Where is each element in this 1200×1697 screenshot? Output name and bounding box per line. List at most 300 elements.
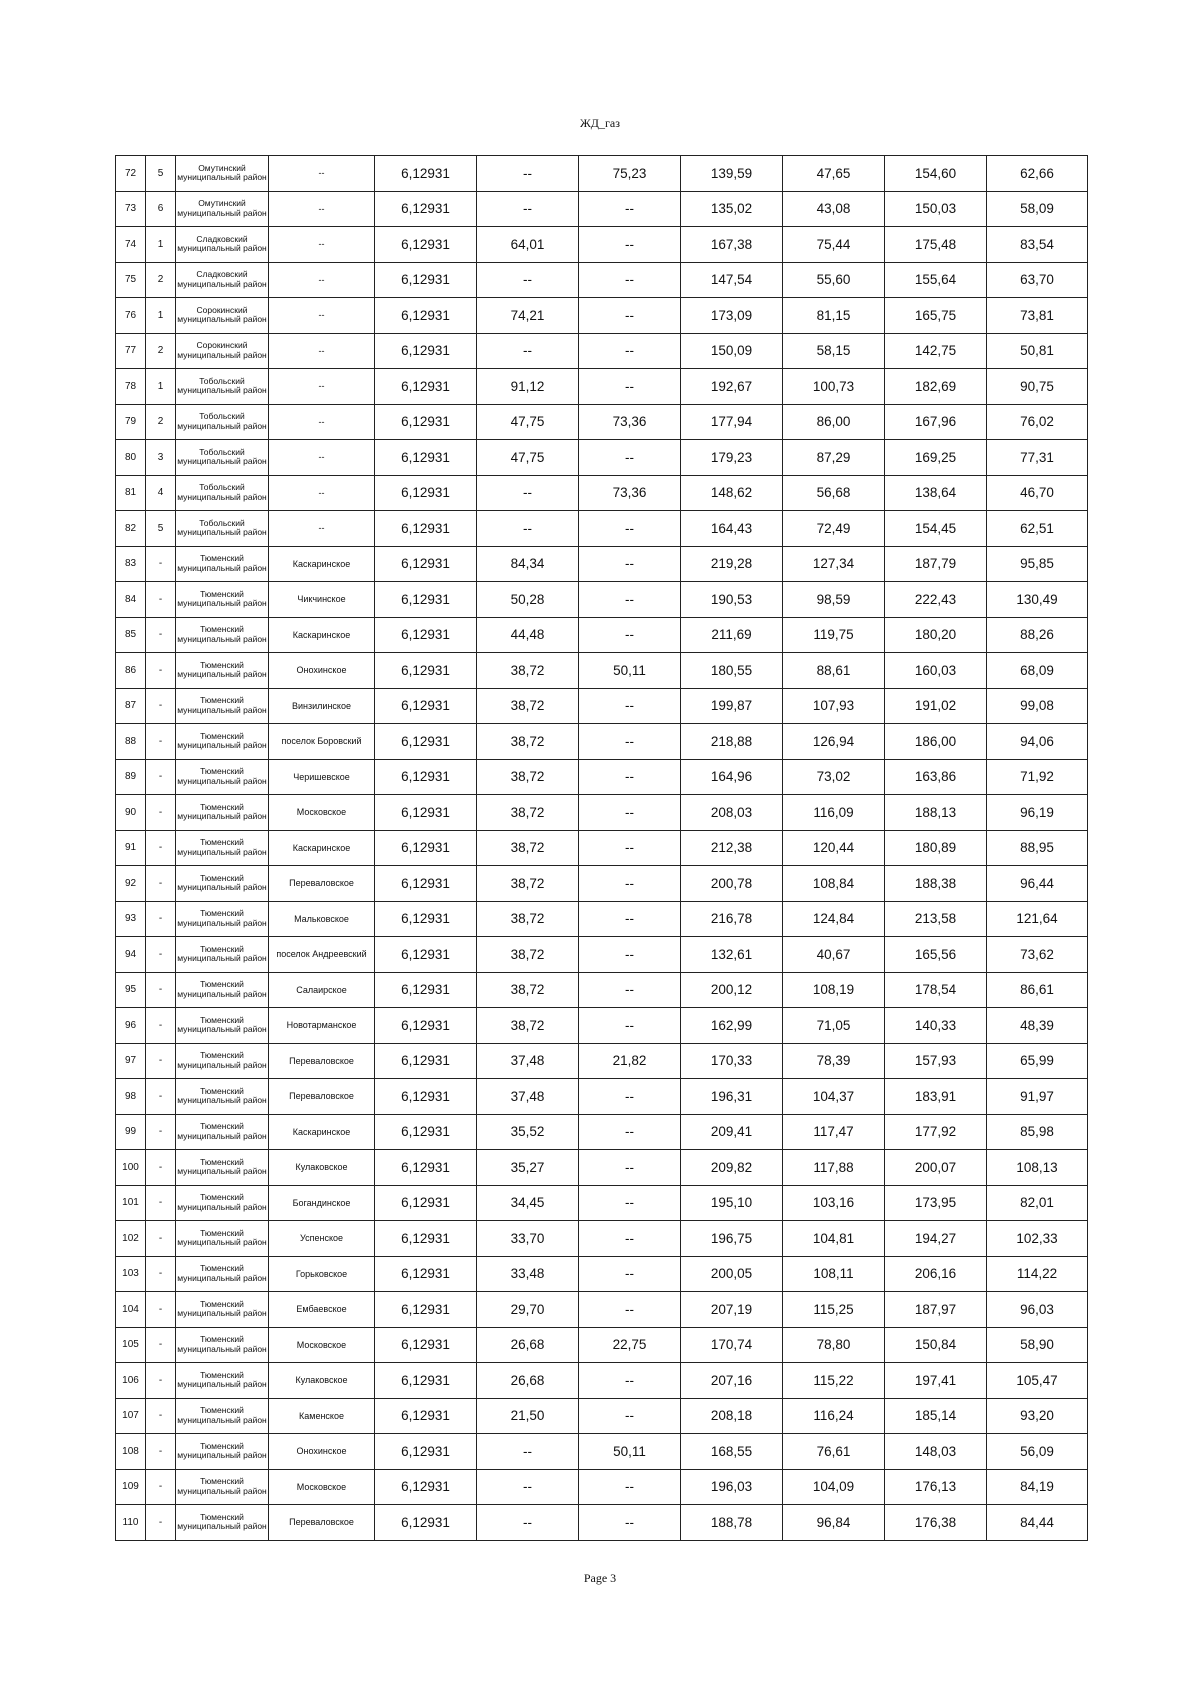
settlement-cell: Московское [269,795,375,831]
value-cell: 6,12931 [375,582,477,618]
value-cell: 35,27 [477,1150,579,1186]
row-number-cell: 107 [116,1398,146,1434]
value-cell: 148,62 [681,475,783,511]
value-cell: 58,09 [987,191,1088,227]
district-cell: Тюменский муниципальный район [176,1256,269,1292]
value-cell: -- [579,1505,681,1541]
district-cell: Тюменский муниципальный район [176,1221,269,1257]
value-cell: 50,11 [579,1434,681,1470]
value-cell: 179,23 [681,440,783,476]
value-cell: 104,37 [783,1079,885,1115]
settlement-cell: -- [269,440,375,476]
value-cell: 170,33 [681,1043,783,1079]
value-cell: 180,20 [885,617,987,653]
value-cell: 6,12931 [375,1292,477,1328]
sub-number-cell: - [146,901,176,937]
value-cell: 165,75 [885,298,987,334]
table-row [116,1150,1088,1186]
value-cell: -- [477,1434,579,1470]
value-cell: 6,12931 [375,1150,477,1186]
row-number-cell: 81 [116,475,146,511]
value-cell: -- [579,1469,681,1505]
value-cell: 84,34 [477,546,579,582]
value-cell: 33,48 [477,1256,579,1292]
value-cell: 104,81 [783,1221,885,1257]
data-table [115,155,1088,1541]
table-row [116,369,1088,405]
value-cell: 186,00 [885,724,987,760]
value-cell: 177,94 [681,404,783,440]
row-number-cell: 82 [116,511,146,547]
value-cell: 6,12931 [375,298,477,334]
settlement-cell: Онохинское [269,653,375,689]
value-cell: 6,12931 [375,1079,477,1115]
value-cell: 190,53 [681,582,783,618]
value-cell: 26,68 [477,1363,579,1399]
value-cell: -- [579,369,681,405]
value-cell: 6,12931 [375,1327,477,1363]
value-cell: 88,61 [783,653,885,689]
value-cell: 22,75 [579,1327,681,1363]
value-cell: 40,67 [783,937,885,973]
row-number-cell: 95 [116,972,146,1008]
table-row [116,688,1088,724]
district-cell: Сорокинский муниципальный район [176,298,269,334]
table-row [116,1043,1088,1079]
value-cell: 180,89 [885,830,987,866]
settlement-cell: Мальковское [269,901,375,937]
value-cell: -- [579,795,681,831]
settlement-cell: Переваловское [269,1505,375,1541]
sub-number-cell: - [146,1505,176,1541]
value-cell: -- [579,617,681,653]
value-cell: 95,85 [987,546,1088,582]
value-cell: 63,70 [987,262,1088,298]
value-cell: 169,25 [885,440,987,476]
sub-number-cell: 1 [146,227,176,263]
row-number-cell: 94 [116,937,146,973]
value-cell: 71,05 [783,1008,885,1044]
value-cell: 195,10 [681,1185,783,1221]
value-cell: 117,47 [783,1114,885,1150]
sub-number-cell: - [146,937,176,973]
value-cell: -- [579,191,681,227]
district-cell: Тюменский муниципальный район [176,688,269,724]
value-cell: 47,75 [477,404,579,440]
value-cell: 222,43 [885,582,987,618]
value-cell: 188,13 [885,795,987,831]
value-cell: 77,31 [987,440,1088,476]
value-cell: 200,12 [681,972,783,1008]
sub-number-cell: - [146,582,176,618]
value-cell: -- [477,1469,579,1505]
value-cell: 38,72 [477,901,579,937]
settlement-cell: Кулаковское [269,1150,375,1186]
value-cell: 176,38 [885,1505,987,1541]
value-cell: 50,81 [987,333,1088,369]
value-cell: 38,72 [477,759,579,795]
sub-number-cell: 5 [146,511,176,547]
table-row [116,1398,1088,1434]
row-number-cell: 79 [116,404,146,440]
value-cell: 219,28 [681,546,783,582]
table-row [116,156,1088,192]
sub-number-cell: - [146,1434,176,1470]
value-cell: 100,73 [783,369,885,405]
value-cell: 34,45 [477,1185,579,1221]
district-cell: Омутинский муниципальный район [176,191,269,227]
value-cell: -- [579,1292,681,1328]
value-cell: 6,12931 [375,795,477,831]
table-row [116,724,1088,760]
table-row [116,582,1088,618]
row-number-cell: 91 [116,830,146,866]
settlement-cell: -- [269,191,375,227]
value-cell: 150,09 [681,333,783,369]
district-cell: Тюменский муниципальный район [176,901,269,937]
value-cell: 170,74 [681,1327,783,1363]
value-cell: 94,06 [987,724,1088,760]
district-cell: Тобольский муниципальный район [176,404,269,440]
value-cell: 127,34 [783,546,885,582]
value-cell: 75,23 [579,156,681,192]
sub-number-cell: - [146,1221,176,1257]
value-cell: -- [579,759,681,795]
value-cell: -- [579,1114,681,1150]
value-cell: 38,72 [477,830,579,866]
row-number-cell: 96 [116,1008,146,1044]
row-number-cell: 78 [116,369,146,405]
settlement-cell: Каскаринское [269,617,375,653]
value-cell: 191,02 [885,688,987,724]
district-cell: Тюменский муниципальный район [176,546,269,582]
value-cell: -- [579,937,681,973]
value-cell: 91,12 [477,369,579,405]
row-number-cell: 110 [116,1505,146,1541]
value-cell: 62,51 [987,511,1088,547]
sub-number-cell: - [146,1008,176,1044]
value-cell: 6,12931 [375,1256,477,1292]
value-cell: 132,61 [681,937,783,973]
value-cell: 173,95 [885,1185,987,1221]
settlement-cell: -- [269,298,375,334]
settlement-cell: Каменское [269,1398,375,1434]
value-cell: 165,56 [885,937,987,973]
value-cell: 167,38 [681,227,783,263]
row-number-cell: 86 [116,653,146,689]
value-cell: 208,18 [681,1398,783,1434]
value-cell: 199,87 [681,688,783,724]
sub-number-cell: - [146,653,176,689]
value-cell: 114,22 [987,1256,1088,1292]
sub-number-cell: - [146,1185,176,1221]
row-number-cell: 106 [116,1363,146,1399]
sub-number-cell: 5 [146,156,176,192]
value-cell: 177,92 [885,1114,987,1150]
row-number-cell: 105 [116,1327,146,1363]
value-cell: 99,08 [987,688,1088,724]
value-cell: 96,03 [987,1292,1088,1328]
value-cell: -- [477,333,579,369]
value-cell: -- [579,511,681,547]
value-cell: 96,44 [987,866,1088,902]
table-row [116,1256,1088,1292]
district-cell: Тюменский муниципальный район [176,582,269,618]
sub-number-cell: - [146,759,176,795]
value-cell: -- [579,830,681,866]
table-row [116,1434,1088,1470]
row-number-cell: 100 [116,1150,146,1186]
value-cell: 200,05 [681,1256,783,1292]
settlement-cell: Переваловское [269,1079,375,1115]
value-cell: 6,12931 [375,1505,477,1541]
value-cell: 107,93 [783,688,885,724]
value-cell: 64,01 [477,227,579,263]
sub-number-cell: - [146,795,176,831]
value-cell: 207,16 [681,1363,783,1399]
value-cell: 150,84 [885,1327,987,1363]
value-cell: 38,72 [477,1008,579,1044]
table-row [116,972,1088,1008]
value-cell: 142,75 [885,333,987,369]
sub-number-cell: - [146,830,176,866]
sub-number-cell: 3 [146,440,176,476]
value-cell: 6,12931 [375,227,477,263]
value-cell: 135,02 [681,191,783,227]
value-cell: 91,97 [987,1079,1088,1115]
value-cell: -- [579,1008,681,1044]
value-cell: 35,52 [477,1114,579,1150]
value-cell: 155,64 [885,262,987,298]
sub-number-cell: 1 [146,369,176,405]
row-number-cell: 77 [116,333,146,369]
value-cell: 154,45 [885,511,987,547]
row-number-cell: 93 [116,901,146,937]
value-cell: 147,54 [681,262,783,298]
sub-number-cell: - [146,1327,176,1363]
table-row [116,830,1088,866]
sub-number-cell: 1 [146,298,176,334]
district-cell: Сладковский муниципальный район [176,262,269,298]
value-cell: 86,61 [987,972,1088,1008]
value-cell: 43,08 [783,191,885,227]
table-body [116,156,1088,1541]
value-cell: 96,19 [987,795,1088,831]
settlement-cell: Кулаковское [269,1363,375,1399]
value-cell: 6,12931 [375,333,477,369]
table-row [116,227,1088,263]
table-row [116,795,1088,831]
row-number-cell: 83 [116,546,146,582]
district-cell: Тюменский муниципальный район [176,1292,269,1328]
table-row [116,262,1088,298]
table-row [116,1327,1088,1363]
district-cell: Тюменский муниципальный район [176,1398,269,1434]
row-number-cell: 88 [116,724,146,760]
settlement-cell: Успенское [269,1221,375,1257]
value-cell: 47,75 [477,440,579,476]
value-cell: 6,12931 [375,511,477,547]
table-row [116,1114,1088,1150]
value-cell: 167,96 [885,404,987,440]
page-footer: Page 3 [583,1571,617,1585]
settlement-cell: Московское [269,1469,375,1505]
value-cell: 188,78 [681,1505,783,1541]
settlement-cell: Салаирское [269,972,375,1008]
settlement-cell: Онохинское [269,1434,375,1470]
value-cell: 108,11 [783,1256,885,1292]
value-cell: 73,36 [579,404,681,440]
value-cell: 96,84 [783,1505,885,1541]
value-cell: 88,26 [987,617,1088,653]
table-row [116,1079,1088,1115]
district-cell: Тобольский муниципальный район [176,440,269,476]
sub-number-cell: 4 [146,475,176,511]
value-cell: 37,48 [477,1079,579,1115]
value-cell: 50,11 [579,653,681,689]
value-cell: 73,02 [783,759,885,795]
value-cell: -- [579,333,681,369]
value-cell: 65,99 [987,1043,1088,1079]
district-cell: Тюменский муниципальный район [176,1114,269,1150]
value-cell: 108,84 [783,866,885,902]
value-cell: 6,12931 [375,1185,477,1221]
value-cell: 84,19 [987,1469,1088,1505]
sub-number-cell: - [146,1114,176,1150]
sub-number-cell: - [146,972,176,1008]
value-cell: 117,88 [783,1150,885,1186]
value-cell: 50,28 [477,582,579,618]
value-cell: 140,33 [885,1008,987,1044]
sub-number-cell: 2 [146,262,176,298]
table-row [116,866,1088,902]
value-cell: -- [477,156,579,192]
row-number-cell: 73 [116,191,146,227]
value-cell: 175,48 [885,227,987,263]
value-cell: -- [579,1398,681,1434]
district-cell: Тюменский муниципальный район [176,937,269,973]
value-cell: -- [579,546,681,582]
value-cell: 38,72 [477,795,579,831]
value-cell: 6,12931 [375,475,477,511]
table-row [116,511,1088,547]
value-cell: 6,12931 [375,546,477,582]
value-cell: 196,75 [681,1221,783,1257]
value-cell: 88,95 [987,830,1088,866]
value-cell: 108,13 [987,1150,1088,1186]
value-cell: 209,41 [681,1114,783,1150]
value-cell: 6,12931 [375,156,477,192]
value-cell: 93,20 [987,1398,1088,1434]
value-cell: 26,68 [477,1327,579,1363]
value-cell: 46,70 [987,475,1088,511]
row-number-cell: 109 [116,1469,146,1505]
value-cell: 78,80 [783,1327,885,1363]
district-cell: Тюменский муниципальный район [176,1043,269,1079]
value-cell: 62,66 [987,156,1088,192]
row-number-cell: 85 [116,617,146,653]
value-cell: 73,81 [987,298,1088,334]
value-cell: 213,58 [885,901,987,937]
value-cell: 38,72 [477,653,579,689]
value-cell: -- [579,1185,681,1221]
value-cell: 188,38 [885,866,987,902]
district-cell: Тюменский муниципальный район [176,617,269,653]
value-cell: 6,12931 [375,1008,477,1044]
sub-number-cell: - [146,688,176,724]
value-cell: 98,59 [783,582,885,618]
district-cell: Тюменский муниципальный район [176,866,269,902]
district-cell: Тюменский муниципальный район [176,1008,269,1044]
row-number-cell: 102 [116,1221,146,1257]
value-cell: 6,12931 [375,1398,477,1434]
value-cell: 55,60 [783,262,885,298]
value-cell: 6,12931 [375,1363,477,1399]
district-cell: Тобольский муниципальный район [176,369,269,405]
value-cell: 75,44 [783,227,885,263]
value-cell: 21,50 [477,1398,579,1434]
value-cell: 6,12931 [375,369,477,405]
sub-number-cell: 2 [146,404,176,440]
table-row [116,1221,1088,1257]
value-cell: 83,54 [987,227,1088,263]
value-cell: 90,75 [987,369,1088,405]
value-cell: -- [579,227,681,263]
value-cell: 6,12931 [375,759,477,795]
value-cell: 168,55 [681,1434,783,1470]
value-cell: 74,21 [477,298,579,334]
value-cell: 150,03 [885,191,987,227]
value-cell: 6,12931 [375,191,477,227]
value-cell: 115,25 [783,1292,885,1328]
value-cell: 81,15 [783,298,885,334]
value-cell: 115,22 [783,1363,885,1399]
value-cell: 78,39 [783,1043,885,1079]
sub-number-cell: - [146,1363,176,1399]
value-cell: 126,94 [783,724,885,760]
settlement-cell: Новотарманское [269,1008,375,1044]
district-cell: Тобольский муниципальный район [176,475,269,511]
district-cell: Тюменский муниципальный район [176,1327,269,1363]
value-cell: -- [579,298,681,334]
sub-number-cell: - [146,724,176,760]
row-number-cell: 87 [116,688,146,724]
table-row [116,404,1088,440]
sub-number-cell: - [146,1150,176,1186]
settlement-cell: -- [269,404,375,440]
sub-number-cell: - [146,1256,176,1292]
settlement-cell: -- [269,333,375,369]
district-cell: Тюменский муниципальный район [176,1150,269,1186]
value-cell: 6,12931 [375,688,477,724]
value-cell: 44,48 [477,617,579,653]
value-cell: -- [579,582,681,618]
value-cell: 119,75 [783,617,885,653]
value-cell: 148,03 [885,1434,987,1470]
value-cell: 33,70 [477,1221,579,1257]
value-cell: 71,92 [987,759,1088,795]
value-cell: -- [477,511,579,547]
value-cell: 38,72 [477,972,579,1008]
value-cell: 200,78 [681,866,783,902]
value-cell: 56,68 [783,475,885,511]
row-number-cell: 101 [116,1185,146,1221]
district-cell: Омутинский муниципальный район [176,156,269,192]
row-number-cell: 104 [116,1292,146,1328]
district-cell: Тюменский муниципальный район [176,1505,269,1541]
value-cell: 68,09 [987,653,1088,689]
value-cell: 163,86 [885,759,987,795]
